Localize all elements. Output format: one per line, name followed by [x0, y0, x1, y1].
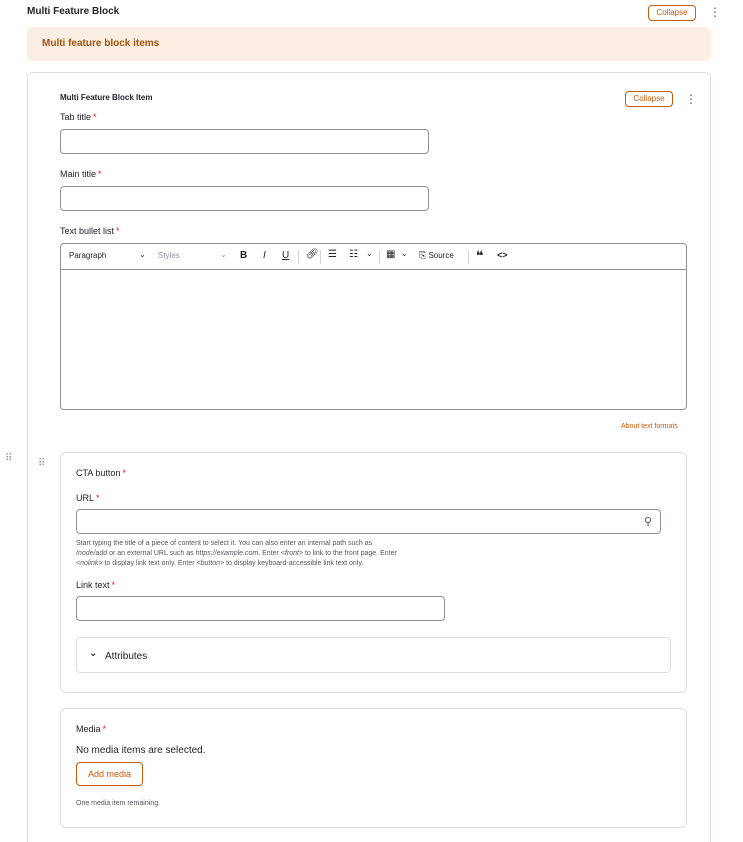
url-input[interactable] — [76, 509, 661, 534]
styles-dropdown[interactable]: Styles ⌄ — [158, 250, 227, 260]
attributes-label: Attributes — [105, 651, 148, 662]
numbered-list-icon[interactable]: ☷ — [349, 249, 358, 260]
items-header-label: Multi feature block items — [42, 38, 160, 49]
underline-button[interactable]: U — [282, 250, 290, 261]
rich-text-editor — [60, 243, 687, 410]
blockquote-icon[interactable]: ❝ — [476, 248, 484, 263]
bulleted-list-icon[interactable]: ☰ — [328, 249, 337, 260]
chevron-down-icon[interactable]: ⌄ — [401, 249, 408, 258]
block-collapse-button[interactable]: Collapse — [648, 5, 696, 21]
toolbar-separator — [379, 250, 380, 264]
item-collapse-button[interactable]: Collapse — [625, 91, 673, 107]
block-more-icon[interactable]: ⋮ — [709, 5, 721, 19]
media-label: Media * — [76, 724, 107, 734]
cta-drag-handle-icon[interactable]: ⠿ — [38, 458, 45, 469]
chevron-down-icon[interactable]: ⌄ — [366, 249, 373, 258]
italic-button[interactable]: I — [263, 250, 266, 261]
block-title: Multi Feature Block — [27, 6, 120, 17]
source-icon: ⎘ — [419, 250, 427, 260]
chevron-down-icon: ⌄ — [89, 648, 98, 659]
table-icon[interactable]: ▦ — [386, 249, 396, 260]
link-text-input[interactable] — [76, 596, 445, 621]
about-text-formats-link[interactable]: About text formats — [621, 423, 678, 430]
main-title-input[interactable] — [60, 186, 429, 211]
code-icon[interactable]: <> — [497, 250, 508, 260]
paragraph-dropdown[interactable]: Paragraph ⌄ — [69, 250, 146, 260]
media-empty-text: No media items are selected. — [76, 745, 206, 756]
item-more-icon[interactable]: ⋮ — [685, 92, 697, 106]
link-icon[interactable]: 🔗︎ — [306, 249, 319, 260]
tab-title-label: Tab title * — [60, 112, 97, 122]
attributes-details[interactable] — [76, 637, 671, 673]
bold-button[interactable]: B — [240, 250, 248, 261]
toolbar-separator — [298, 250, 299, 264]
link-text-label: Link text * — [76, 580, 116, 590]
editor-content-area[interactable] — [61, 270, 686, 409]
main-title-label: Main title * — [60, 169, 102, 179]
url-label: URL * — [76, 493, 100, 503]
add-media-button[interactable]: Add media — [76, 762, 143, 786]
media-remaining-text: One media item remaining. — [76, 800, 161, 807]
media-card — [60, 708, 687, 828]
chevron-down-icon: ⌄ — [220, 250, 227, 259]
bullet-list-label: Text bullet list * — [60, 226, 120, 236]
chevron-down-icon: ⌄ — [139, 250, 146, 259]
source-button[interactable]: ⎘ Source — [419, 250, 454, 260]
url-help-text: Start typing the title of a piece of content to select it. You can also enter an internal path such as /node/add or an external URL such as https://example.com. Enter <front> to link to the front page. Enter <nolink> to display link text only. Enter <button> to display keyboard-accessible link text only. — [76, 540, 397, 567]
cta-title: CTA button * — [76, 468, 126, 478]
toolbar-separator — [320, 250, 321, 264]
items-header — [27, 27, 711, 61]
item-title: Multi Feature Block Item — [60, 93, 153, 102]
item-drag-handle-icon[interactable]: ⠿ — [5, 453, 12, 464]
editor-toolbar — [61, 244, 686, 270]
search-icon: ⚲ — [643, 516, 652, 528]
tab-title-input[interactable] — [60, 129, 429, 154]
toolbar-separator — [468, 250, 469, 264]
